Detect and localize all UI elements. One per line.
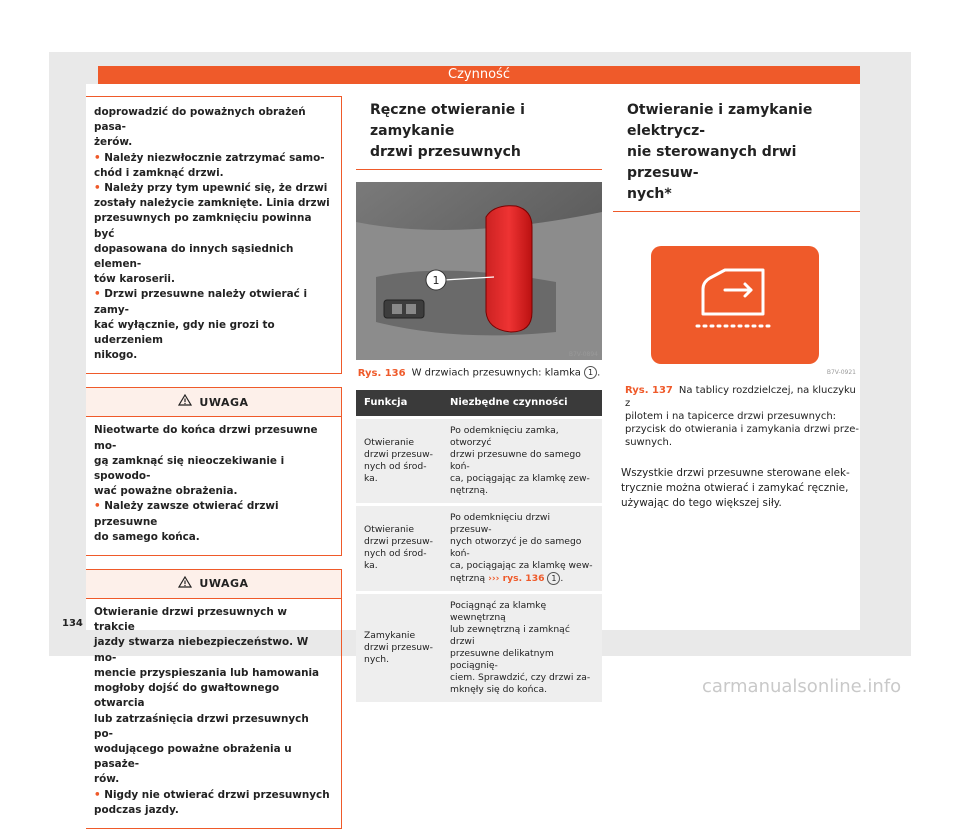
section-title: Ręczne otwieranie i zamykanie drzwi przesuwnych xyxy=(356,96,602,170)
figure-code: B7V-0921 xyxy=(826,369,856,376)
body-text: Wszystkie drzwi przesuwne sterowane elek- trycznie można otwierać i zamykać ręcznie, używając do tego większej siły. xyxy=(621,467,850,509)
column-middle xyxy=(356,96,602,702)
column-header: Niezbędne czynności xyxy=(442,390,602,418)
figure-code: B7V-0894 xyxy=(568,351,598,358)
section-header: Czynność xyxy=(98,66,860,84)
watermark: carmanualsonline.info xyxy=(702,676,902,697)
warning-header xyxy=(86,570,341,599)
bullet-item: • Należy zawsze otwierać drzwi przesuwne do samego końca. xyxy=(94,500,279,543)
table-header-row xyxy=(356,390,602,418)
column-header: Funkcja xyxy=(356,390,442,418)
warning-box xyxy=(86,387,342,556)
figure-caption: Rys. 136 W drzwiach przesuwnych: klamka 1 . xyxy=(357,367,601,379)
warning-body: Otwieranie drzwi przesuwnych w trakcie jazdy stwarza niebezpieczeństwo. W mo- mencie przyspieszania lub hamowania mogłoby dojść do gwałtownego otwarcia lub zatrzaśnięcia drzwi przesuwnych po- wodującego poważne obrażenia u pasaże- rów. • Nigdy nie otwierać drzwi przesuwnych podczas jazdy. xyxy=(86,599,341,828)
functions-table xyxy=(356,390,602,702)
continued-warning-box xyxy=(86,96,342,374)
sliding-door-button-illustration xyxy=(613,224,860,378)
intro-text: doprowadzić do poważnych obrażeń pasa- żerów. xyxy=(94,106,306,149)
section-title: Otwieranie i zamykanie elektrycz- nie sterowanych drwi przesuw- nych* xyxy=(613,96,860,212)
page-number: 134 xyxy=(62,618,83,629)
column-left xyxy=(86,96,342,829)
column-right xyxy=(613,96,860,511)
figure-caption: Rys. 137 Na tablicy rozdzielczej, na kluczyku z pilotem i na tapicerce drzwi przesuwnych: przycisk do otwierania i zamykania drzwi prze- suwnych. xyxy=(625,385,860,448)
figure-reference-link[interactable]: ››› rys. 136 xyxy=(488,572,545,584)
bullet-item: • Drzwi przesuwne należy otwierać i zamy- kać wyłącznie, gdy nie grozi to uderzeniem nikogo. xyxy=(94,288,307,362)
warning-box xyxy=(86,569,342,829)
door-handle-illustration xyxy=(356,182,602,360)
figure-door-handle xyxy=(356,182,602,360)
warning-title: UWAGA xyxy=(199,395,249,409)
warning-triangle-icon xyxy=(178,394,192,410)
warning-triangle-icon xyxy=(178,576,192,592)
bullet-item: • Należy przy tym upewnić się, że drzwi zostały należycie zamknięte. Linia drzwi przesuwnych po zamknięciu powinna być dopasowana do innych sąsiednich elemen- tów karoserii. xyxy=(94,182,330,286)
warning-header xyxy=(86,388,341,417)
bullet-item: • Nigdy nie otwierać drzwi przesuwnych podczas jazdy. xyxy=(94,788,330,816)
table-row: Zamykanie drzwi przesuw- nych. Pociągnąć za klamkę wewnętrzną lub zewnętrzną i zamknąć drzwi przesuwne delikatnym pociągnię- ciem. Sprawdzić, czy drzwi za- mknęły się do końca. xyxy=(356,592,602,702)
warning-body: Nieotwarte do końca drzwi przesuwne mo- gą zamknąć się nieoczekiwanie i spowodo- wać poważne obrażenia. • Należy zawsze otwierać drzwi przesuwne do samego końca. xyxy=(86,417,341,555)
figure-callout: 1 xyxy=(432,274,440,287)
bullet-item: • Należy niezwłocznie zatrzymać samo- chód i zamknąć drzwi. xyxy=(94,151,325,179)
figure-door-button xyxy=(613,224,860,378)
table-row: Otwieranie drzwi przesuw- nych od środ- ka. Po odemknięciu drzwi przesuw- nych otworzyć je do samego koń- ca, pociągając za klamkę wew- nętrzną ››› rys. 136 1 . xyxy=(356,504,602,592)
warning-title: UWAGA xyxy=(199,577,249,591)
table-row: Otwieranie drzwi przesuw- nych od środ- ka. Po odemknięciu zamka, otworzyć drzwi przesuwne do samego koń- ca, pociągając za klamkę zew- nętrzną. xyxy=(356,417,602,504)
